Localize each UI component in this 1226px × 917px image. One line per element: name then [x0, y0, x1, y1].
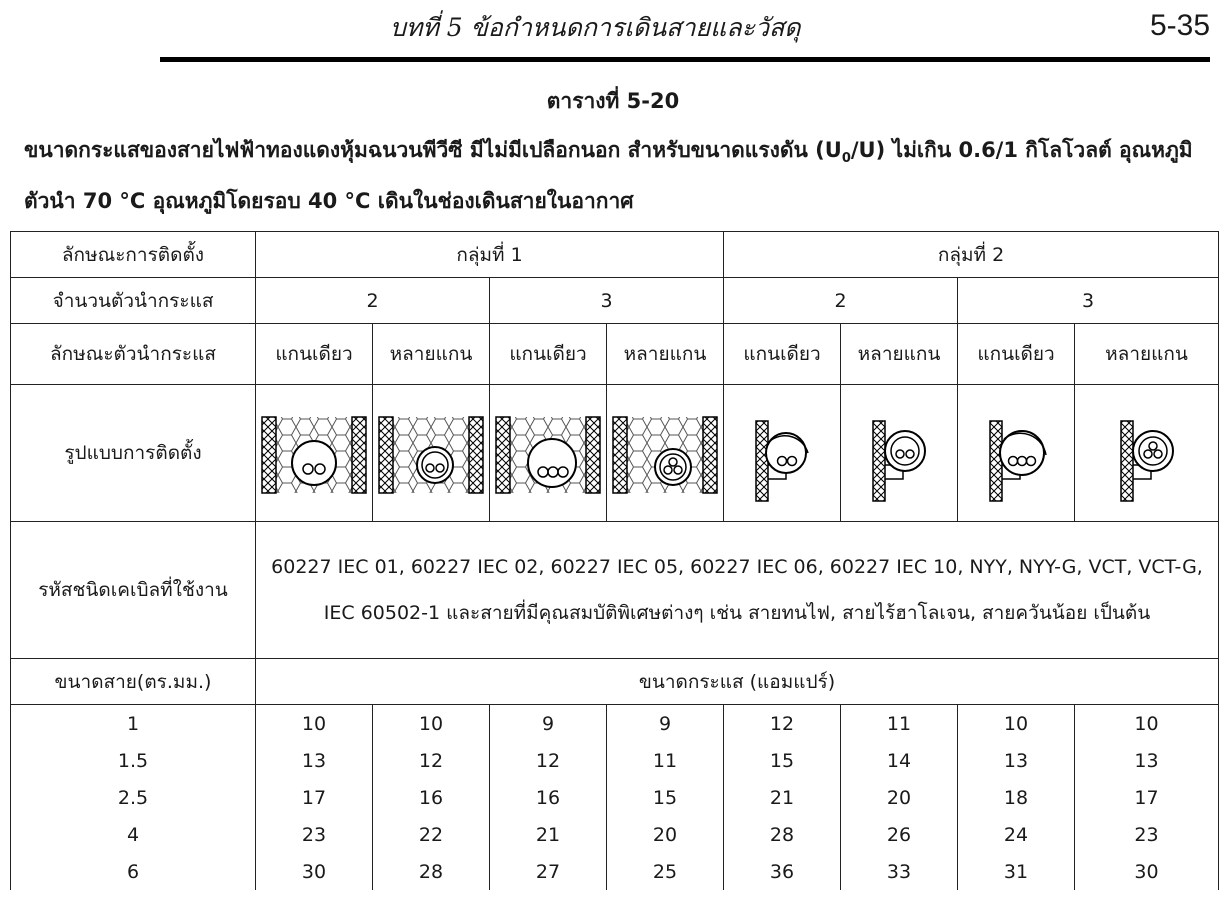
header-rule [160, 57, 1210, 62]
ampacity-value-cell: 13 [958, 742, 1075, 779]
ampacity-value-cell: 16 [373, 779, 490, 816]
ampacity-value-cell: 36 [724, 853, 841, 890]
table-row [11, 742, 1219, 779]
ampacity-value-cell: 10 [256, 705, 373, 743]
conductor-count-cell: 2 [724, 278, 958, 324]
ampacity-value-cell: 23 [1075, 816, 1219, 853]
ampacity-value-cell: 28 [373, 853, 490, 890]
ampacity-value-cell: 33 [841, 853, 958, 890]
ampacity-value-cell: 12 [724, 705, 841, 743]
ampacity-value-cell: 18 [958, 779, 1075, 816]
conductor-type-cell: หลายแกน [373, 324, 490, 385]
ampacity-value-cell: 10 [373, 705, 490, 743]
ampacity-value-cell: 28 [724, 816, 841, 853]
row-label-conductor-count: จำนวนตัวนำกระแส [11, 278, 256, 324]
pattern-cell [607, 385, 724, 522]
ampacity-value-cell: 23 [256, 816, 373, 853]
ampacity-value-cell: 20 [607, 816, 724, 853]
installation-row [11, 232, 1219, 278]
ampacity-value-cell: 13 [256, 742, 373, 779]
table-title-part2: /U) ไม่เกิน 0.6/1 กิโลโวลต์ อุณหภูมิตัวนำ 70 °C อุณหภูมิโดยรอบ 40 °C เดินในช่องเดินสายในอากาศ [24, 138, 1193, 214]
cable-codes-text: 60227 IEC 01, 60227 IEC 02, 60227 IEC 05, 60227 IEC 06, 60227 IEC 10, NYY, NYY-G, VCT, VCT-G, IEC 60502-1 และสายที่มีคุณสมบัติพิเศษต่างๆ เช่น สายทนไฟ, สายไร้ฮาโลเจน, สายควันน้อย เป็นต้น [256, 522, 1219, 659]
conductor-type-row [11, 324, 1219, 385]
table-number: ตารางที่ 5-20 [546, 89, 680, 113]
ampacity-value-cell: 16 [490, 779, 607, 816]
row-label-conductor-type: ลักษณะตัวนำกระแส [11, 324, 256, 385]
page-number: 5-35 [1149, 9, 1210, 42]
conductor-type-cell: หลายแกน [1075, 324, 1219, 385]
pattern-cell [724, 385, 841, 522]
cable-size-cell: 2.5 [11, 779, 256, 816]
conductor-type-cell: แกนเดียว [724, 324, 841, 385]
ampacity-value-cell: 24 [958, 816, 1075, 853]
current-header: ขนาดกระแส (แอมแปร์) [256, 659, 1219, 705]
ampacity-value-cell: 15 [607, 779, 724, 816]
ampacity-value-cell: 22 [373, 816, 490, 853]
chapter-title: บทที่ 5 ข้อกำหนดการเดินสายและวัสดุ [390, 13, 801, 42]
cable-size-cell: 4 [11, 816, 256, 853]
ampacity-table [10, 231, 1219, 890]
row-label-cable-size: ขนาดสาย(ตร.มม.) [11, 659, 256, 705]
table-row [11, 816, 1219, 853]
tray-multi-core-3-icon [611, 403, 719, 503]
ampacity-value-cell: 30 [1075, 853, 1219, 890]
table-row [11, 853, 1219, 890]
tray-single-core-2-icon [260, 403, 368, 503]
ampacity-value-cell: 17 [256, 779, 373, 816]
pattern-cell [958, 385, 1075, 522]
ampacity-value-cell: 9 [490, 705, 607, 743]
ampacity-value-cell: 31 [958, 853, 1075, 890]
table-row [11, 779, 1219, 816]
conductor-count-cell: 2 [256, 278, 490, 324]
ampacity-value-cell: 21 [490, 816, 607, 853]
ampacity-value-cell: 12 [373, 742, 490, 779]
cable-size-cell: 1.5 [11, 742, 256, 779]
conductor-type-cell: หลายแกน [607, 324, 724, 385]
group-1-header: กลุ่มที่ 1 [256, 232, 724, 278]
ampacity-value-cell: 20 [841, 779, 958, 816]
tray-multi-core-2-icon [377, 403, 485, 503]
conductor-count-row [11, 278, 1219, 324]
conductor-type-cell: แกนเดียว [490, 324, 607, 385]
row-label-cable-codes: รหัสชนิดเคเบิลที่ใช้งาน [11, 522, 256, 659]
conductor-count-cell: 3 [958, 278, 1219, 324]
row-label-installation-pattern: รูปแบบการติดตั้ง [11, 385, 256, 522]
group-2-header: กลุ่มที่ 2 [724, 232, 1219, 278]
table-title [24, 129, 1219, 222]
ampacity-value-cell: 30 [256, 853, 373, 890]
ampacity-value-cell: 15 [724, 742, 841, 779]
conductor-count-cell: 3 [490, 278, 724, 324]
cable-size-cell: 1 [11, 705, 256, 743]
installation-pattern-row [11, 385, 1219, 522]
ampacity-table-wrap [10, 231, 1219, 890]
ampacity-data-body [11, 705, 1219, 891]
conductor-type-cell: แกนเดียว [958, 324, 1075, 385]
table-title-part1: ขนาดกระแสของสายไฟฟ้าทองแดงหุ้มฉนวนพีวีซี มีไม่มีเปลือกนอก สำหรับขนาดแรงดัน (U [24, 138, 842, 162]
ampacity-value-cell: 17 [1075, 779, 1219, 816]
conductor-type-cell: แกนเดียว [256, 324, 373, 385]
ampacity-value-cell: 21 [724, 779, 841, 816]
cable-size-header-row [11, 659, 1219, 705]
ampacity-value-cell: 14 [841, 742, 958, 779]
cable-codes-row [11, 522, 1219, 659]
conductor-type-cell: หลายแกน [841, 324, 958, 385]
ampacity-value-cell: 25 [607, 853, 724, 890]
wall-single-core-3-icon [962, 403, 1070, 503]
row-label-installation: ลักษณะการติดตั้ง [11, 232, 256, 278]
pattern-cell [490, 385, 607, 522]
wall-single-core-2-icon [728, 403, 836, 503]
ampacity-value-cell: 10 [1075, 705, 1219, 743]
ampacity-value-cell: 9 [607, 705, 724, 743]
cable-size-cell: 6 [11, 853, 256, 890]
ampacity-value-cell: 26 [841, 816, 958, 853]
ampacity-value-cell: 12 [490, 742, 607, 779]
wall-multi-core-3-icon [1093, 403, 1201, 503]
table-row [11, 705, 1219, 743]
ampacity-value-cell: 13 [1075, 742, 1219, 779]
pattern-cell [1075, 385, 1219, 522]
tray-single-core-3-icon [494, 403, 602, 503]
wall-multi-core-2-icon [845, 403, 953, 503]
ampacity-value-cell: 10 [958, 705, 1075, 743]
ampacity-value-cell: 11 [607, 742, 724, 779]
ampacity-value-cell: 11 [841, 705, 958, 743]
ampacity-value-cell: 27 [490, 853, 607, 890]
pattern-cell [256, 385, 373, 522]
pattern-cell [373, 385, 490, 522]
table-title-subscript: 0 [841, 151, 851, 167]
pattern-cell [841, 385, 958, 522]
